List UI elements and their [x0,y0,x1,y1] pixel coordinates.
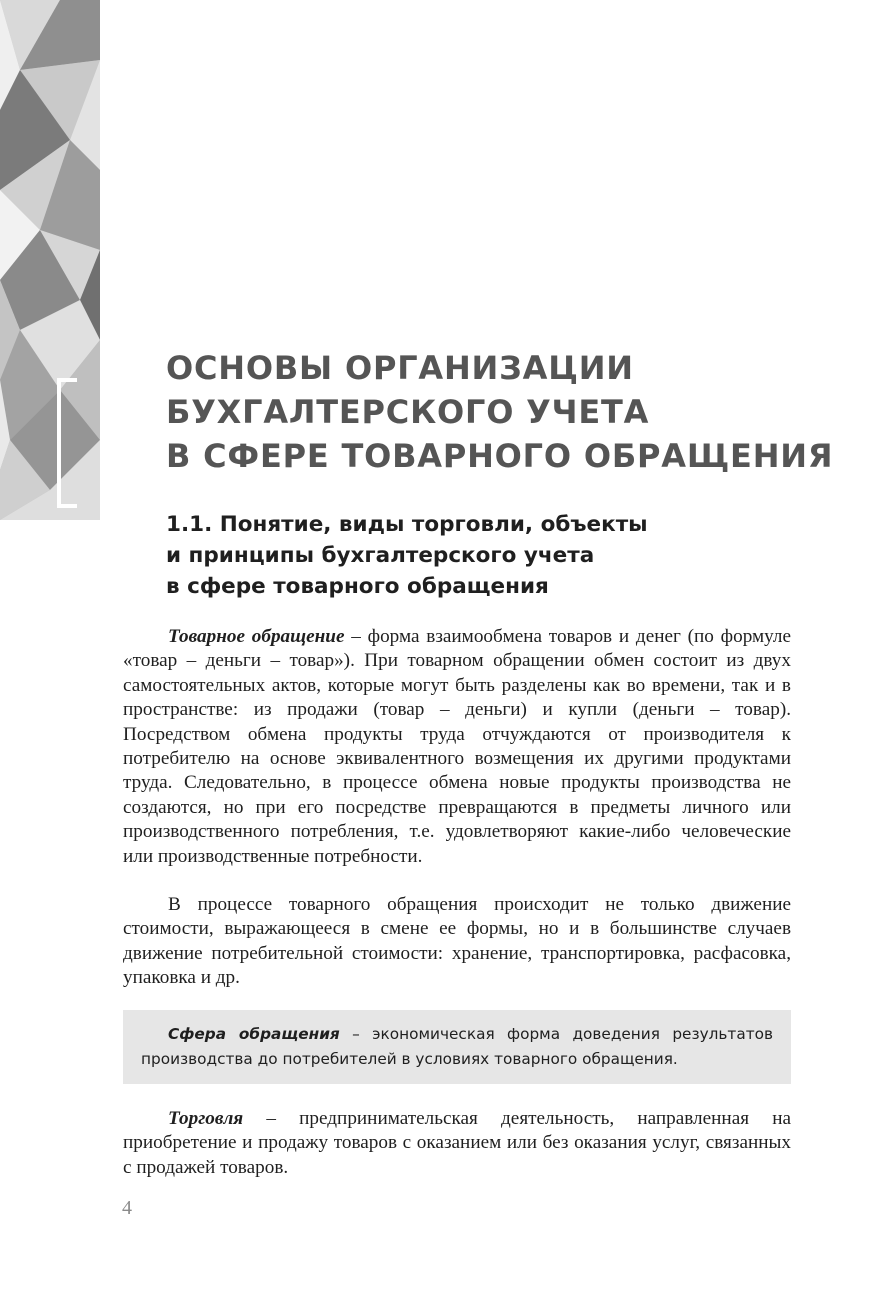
definition-text [141,1022,773,1072]
chapter-title-line: ОСНОВЫ ОРГАНИЗАЦИИ [166,349,634,387]
chapter-title-line: В СФЕРЕ ТОВАРНОГО ОБРАЩЕНИЯ [166,437,834,475]
page-number: 4 [122,1197,132,1219]
body-paragraph [123,1107,791,1180]
section-title [166,509,806,602]
term-highlight: Товарное обращение [168,626,345,647]
crystal-pattern-graphic [0,0,100,520]
paragraph-text: В процессе товарного обращения происходит не только движение стоимости, выражающееся в смене ее формы, но и в большинстве случаев движение потребительной стоимости: хранение, транспортировка, расфасовка, упаковка и др. [123,894,791,989]
paragraph-text: – предпринимательская деятельность, направленная на приобретение и продажу товаров с оказанием или без оказания услуг, связанных с продажей товаров. [123,1108,791,1178]
definition-body: – экономическая форма доведения результатов производства до потребителей в условиях товарного обращения. [141,1025,773,1068]
definition-box [123,1010,791,1084]
section-title-line: в сфере товарного обращения [166,574,549,599]
chapter-title [166,346,834,478]
section-title-line: 1.1. Понятие, виды торговли, объекты [166,512,648,537]
body-paragraph [123,625,791,869]
term-highlight: Торговля [168,1108,244,1129]
chapter-number-glyph [57,378,77,508]
section-title-line: и принципы бухгалтерского учета [166,543,595,568]
decorative-crystal-pattern [0,0,100,520]
body-paragraph [123,893,791,991]
chapter-title-line: БУХГАЛТЕРСКОГО УЧЕТА [166,393,650,431]
paragraph-text: – форма взаимообмена товаров и денег (по формуле «товар – деньги – товар»). При товарном обращении обмен состоит из двух самостоятельных актов, которые могут быть разделены как во времени, так и в пространстве: из продажи (товар – деньги) и купли (деньги – товар). Посредством обмена продукты труда отчуждаются от производителя к потребителю на основе эквивалентного возмещения их другими продуктами труда. Следовательно, в процессе обмена новые продукты производства не создаются, но при его посредстве превращаются в предметы личного или производственного потребления, т.е. удовлетворяют какие-либо человеческие или производственные потребности. [123,626,791,867]
definition-term: Сфера обращения [168,1025,340,1043]
